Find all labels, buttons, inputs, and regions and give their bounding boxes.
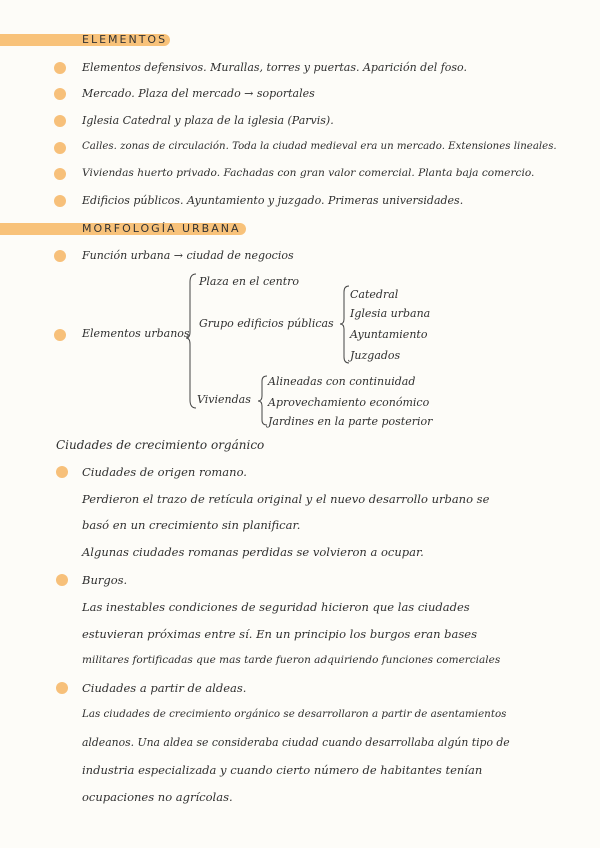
bullet-icon <box>56 574 68 586</box>
brace-icon <box>258 376 268 426</box>
list-item: Elementos defensivos. Murallas, torres y puertas. Aparición del foso. <box>82 61 467 74</box>
plaza-item: Plaza en el centro <box>199 275 299 288</box>
funcion-urbana: Función urbana → ciudad de negocios <box>82 249 294 262</box>
bullet-icon <box>56 466 68 478</box>
paragraph-line: estuvieran próximas entre sí. En un principio los burgos eran bases <box>82 627 477 641</box>
list-item: Mercado. Plaza del mercado → soportales <box>82 87 315 100</box>
brace-icon <box>340 286 350 364</box>
bullet-icon <box>54 142 66 154</box>
aldeas-label: Ciudades a partir de aldeas. <box>82 681 247 695</box>
paragraph-line: aldeanos. Una aldea se consideraba ciudad cuando desarrollaba algún tipo de <box>82 736 510 749</box>
grupo-item: Juzgados <box>350 349 401 362</box>
viviendas-label: Viviendas <box>197 393 251 406</box>
viviendas-item: Jardines en la parte posterior <box>268 415 433 428</box>
bullet-icon <box>54 329 66 341</box>
paragraph-line: ocupaciones no agrícolas. <box>82 790 233 804</box>
grupo-label: Grupo edificios públicas <box>199 317 334 330</box>
paragraph-line: basó en un crecimiento sin planificar. <box>82 518 301 532</box>
bullet-icon <box>54 250 66 262</box>
crecimiento-title: Ciudades de crecimiento orgánico <box>56 438 265 452</box>
paragraph-line: Algunas ciudades romanas perdidas se volvieron a ocupar. <box>82 545 424 559</box>
grupo-item: Iglesia urbana <box>350 307 431 320</box>
elementos-urbanos-label: Elementos urbanos <box>82 327 190 340</box>
section-heading-morfologia: MORFOLOGÍA URBANA <box>82 222 241 235</box>
list-item: Edificios públicos. Ayuntamiento y juzgado. Primeras universidades. <box>82 194 464 207</box>
paragraph-line: industria especializada y cuando cierto número de habitantes tenían <box>82 763 483 777</box>
burgos-label: Burgos. <box>82 573 128 587</box>
grupo-item: Catedral <box>350 288 399 301</box>
brace-icon <box>186 274 198 409</box>
list-item: Iglesia Catedral y plaza de la iglesia (Parvis). <box>82 114 334 127</box>
list-item: Viviendas huerto privado. Fachadas con gran valor comercial. Planta baja comercio. <box>82 167 535 179</box>
bullet-icon <box>54 88 66 100</box>
paragraph-line: Las inestables condiciones de seguridad hicieron que las ciudades <box>82 600 470 614</box>
paragraph-line: militares fortificadas que mas tarde fueron adquiriendo funciones comerciales <box>82 654 501 666</box>
list-item: Calles. zonas de circulación. Toda la ciudad medieval era un mercado. Extensiones lineales. <box>82 141 557 152</box>
bullet-icon <box>56 682 68 694</box>
bullet-icon <box>54 115 66 127</box>
paragraph-line: Las ciudades de crecimiento orgánico se desarrollaron a partir de asentamientos <box>82 708 507 720</box>
grupo-item: Ayuntamiento <box>350 328 428 341</box>
romano-label: Ciudades de origen romano. <box>82 465 247 479</box>
bullet-icon <box>54 62 66 74</box>
section-heading-elementos: ELEMENTOS <box>82 33 168 46</box>
bullet-icon <box>54 168 66 180</box>
viviendas-item: Alineadas con continuidad <box>268 375 416 388</box>
viviendas-item: Aprovechamiento económico <box>268 396 430 409</box>
paragraph-line: Perdieron el trazo de retícula original y el nuevo desarrollo urbano se <box>82 492 490 506</box>
bullet-icon <box>54 195 66 207</box>
